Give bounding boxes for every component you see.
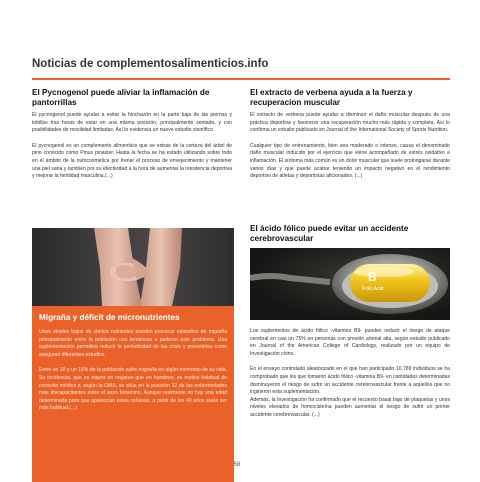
capsule-letter: B xyxy=(368,270,377,284)
pycnogenol-article xyxy=(32,88,232,181)
legs-illustration xyxy=(32,228,234,306)
verbena-article xyxy=(250,88,450,181)
pycnogenol-article-paragraph-1: El pycnogenol puede ayudar a evitar la hinchazón en la parte baja de las piernas y tobillos tras horas de estar en una misma posición, principalmente sentado, y con posibilidades de movilidad limitadas. Así lo evidencia un nuevo estudio científico. xyxy=(32,112,232,134)
verbena-article-paragraph-2: Cualquier tipo de entrenamiento, bien sea moderado o intenso, causa el denominado daño muscular inducido por el ejercicio que viene acompañado de estrés oxidativo e inflamación. El síntoma más común es un dolor muscular que suele prolongarse durante varios días y que puede acabar teniendo un impacto negativo en el rendimiento deportivo de atletas y deportistas aficionados. (...) xyxy=(250,142,450,180)
migraine-article-paragraph-2: Entre un 10 y un 15% de la población sufre migraña en algún momento de su vida. Su incidencia, que es mayor en mujeres que en hombres, es motivo habitual de consulta médica y, según la OMS, se sitúa en la posición 12 de las enfermedades más discapacitantes entre el sexo femenino. Aunque realmente no hay una edad determinada para que aparezcan estas cefaleas, a partir de los 40 años suele ser más habitual.(...) xyxy=(39,367,227,412)
title-divider xyxy=(32,78,450,80)
folic-acid-article-header xyxy=(250,224,450,244)
capsule-spoon-illustration xyxy=(250,248,450,320)
capsule-spoon-photo xyxy=(250,248,450,320)
pycnogenol-article-title: El Pycnogenol puede aliviar la inflamación de pantorrillas xyxy=(32,88,210,107)
verbena-article-title: El extracto de verbena ayuda a la fuerza y recuperacion muscular xyxy=(250,88,413,107)
migraine-article-paragraph-1: Unos niveles bajos de ciertos nutrientes pueden provocar episodios de migraña principalmente entre la población con tendencia a padecer este problema. Una suplementación permitiría reducir la periodicidad de las crisis y prevenirlas como aseguran diferentes estudios. xyxy=(39,329,227,358)
folic-acid-article-paragraph-1: Los suplementos de ácido fólico -vitamina B9- pueden reducir el riesgo de ataque cerebral en casi un 75% en personas con presión arterial alta, según estudio publicado en Journal of the American College of Cardiology, realizado por un equipo de Investigación chino. xyxy=(250,328,450,357)
folic-acid-article xyxy=(250,328,450,420)
migraine-article-title: Migraña y déficit de micronutrientes xyxy=(39,313,180,322)
migraine-sidebar xyxy=(32,306,234,482)
verbena-article-paragraph-1: El extracto de verbena puede ayudar a disminuir el daño muscular después de una práctica deportiva y favorecer una recuperación mucho más rápida y completa. Así lo confirma un estudio publicado en Journal of the International Society of Sports Nutrition. xyxy=(250,112,450,134)
legs-photo xyxy=(32,228,234,306)
folic-acid-article-paragraph-3: Además, la Investigación ha confirmado que el recuento basal bajo de plaquetas y unos niveles elevados de homocisteína pueden aumentar el riesgo de sufrir un primer accidente cerebrovascular. (...) xyxy=(250,396,450,418)
page-title: Noticias de complementosalimenticios.info xyxy=(32,58,269,70)
folic-acid-article-paragraph-2: En el ensayo controlado aleatorizado en el que han participado 10.789 individuos se ha comprobado que los que tomaron ácido fólico -vitamina B9- en cantidades determinadas disminuyeron el riesgo de sufrir un accidente cerebrovascular frente a aquellos que no ingirieron esta suplementación. xyxy=(250,366,450,396)
folic-acid-article-title: El ácido fólico puede evitar un accidente cerebrovascular xyxy=(250,224,409,243)
pycnogenol-article-paragraph-2: El pycnogenol es un complemento alimenticio que se extrae de la corteza del árbol de pino conocido como Pinus pinaster. Hasta la fecha se ha estado utilizando sobre todo en el ámbito de la nutricosmética por frenar el proceso de envejecimiento y mantener una piel sana y también por su efectividad a la hora de aumentar la resistencia deportiva y mejorar la fertilidad masculina.(...) xyxy=(32,142,232,180)
capsule-caption: Folic Acid xyxy=(362,286,384,292)
page-number: 58 xyxy=(233,462,241,468)
